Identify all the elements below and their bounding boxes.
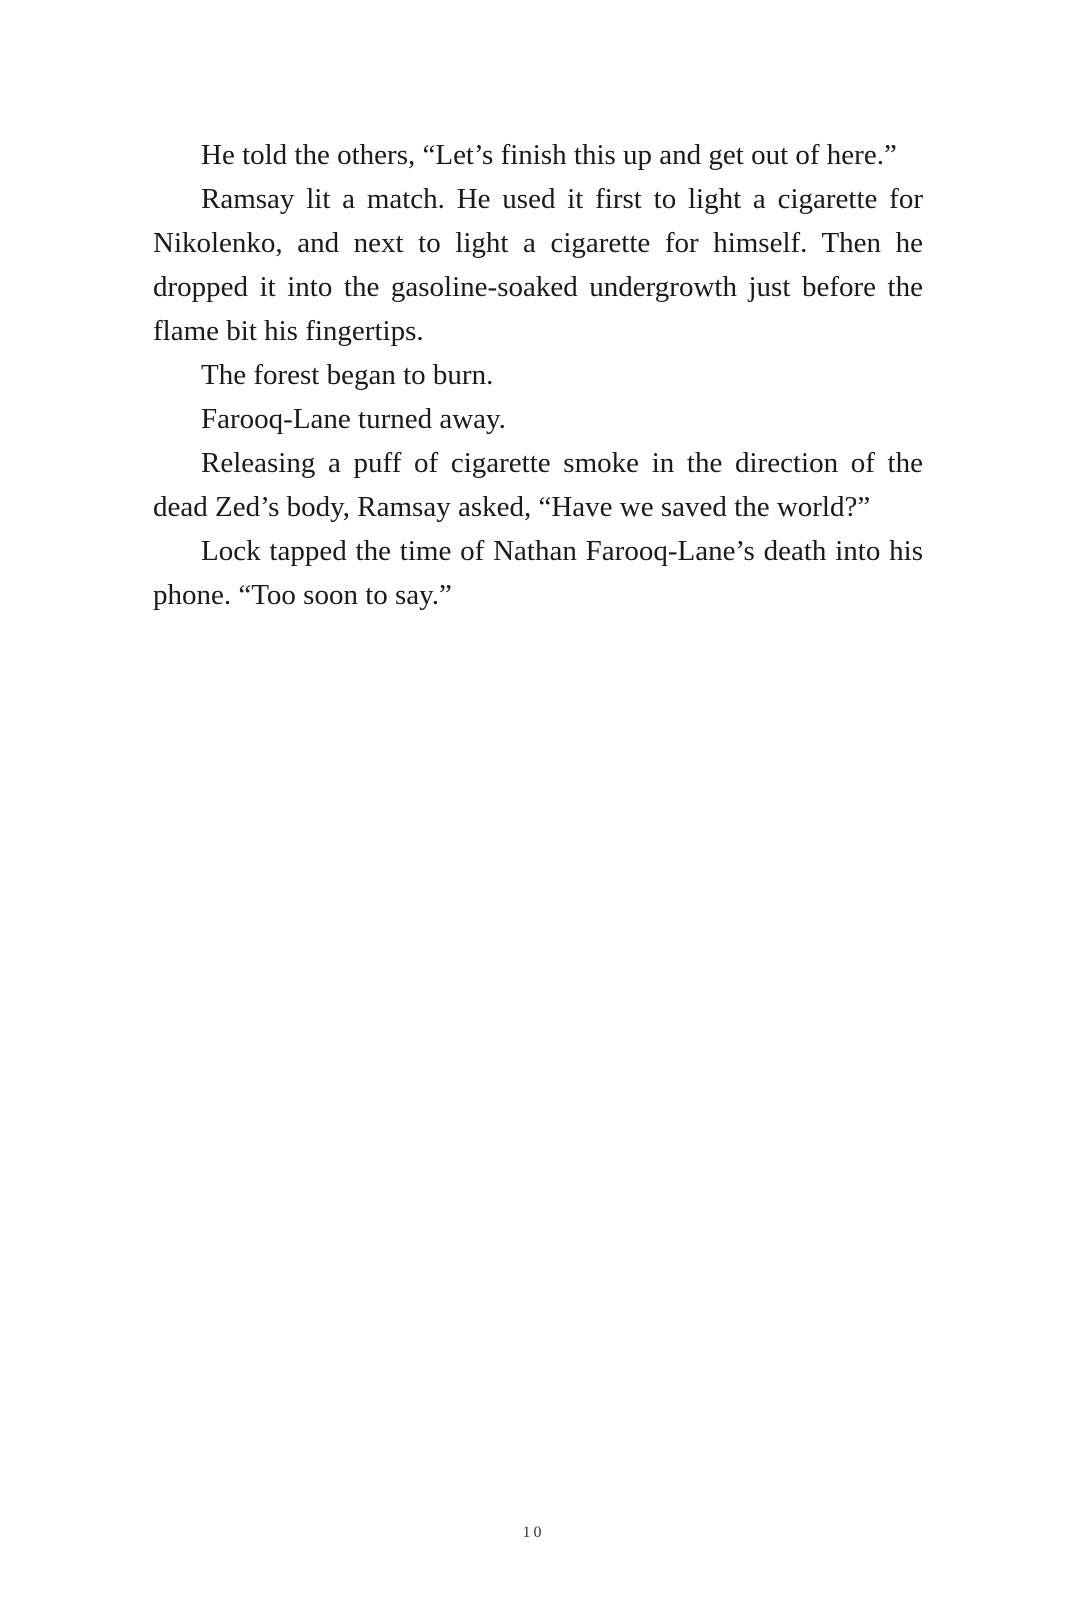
page-number: 10 <box>522 1524 545 1541</box>
body-text <box>153 133 923 617</box>
paragraph: Releasing a puff of cigarette smoke in the direction of the dead Zed’s body, Ramsay asked, “Have we saved the world?” <box>153 447 923 523</box>
paragraph: He told the others, “Let’s finish this up and get out of here.” <box>201 139 897 171</box>
paragraph: The forest began to burn. <box>201 359 494 391</box>
paragraph: Farooq-Lane turned away. <box>201 403 506 435</box>
paragraph: Ramsay lit a match. He used it first to light a cigarette for Nikolenko, and next to light a cigarette for himself. Then he dropped it into the gasoline-soaked undergrowth just before the flame bit his fingertips. <box>153 183 923 347</box>
paragraph: Lock tapped the time of Nathan Farooq-Lane’s death into his phone. “Too soon to say.” <box>153 535 923 611</box>
